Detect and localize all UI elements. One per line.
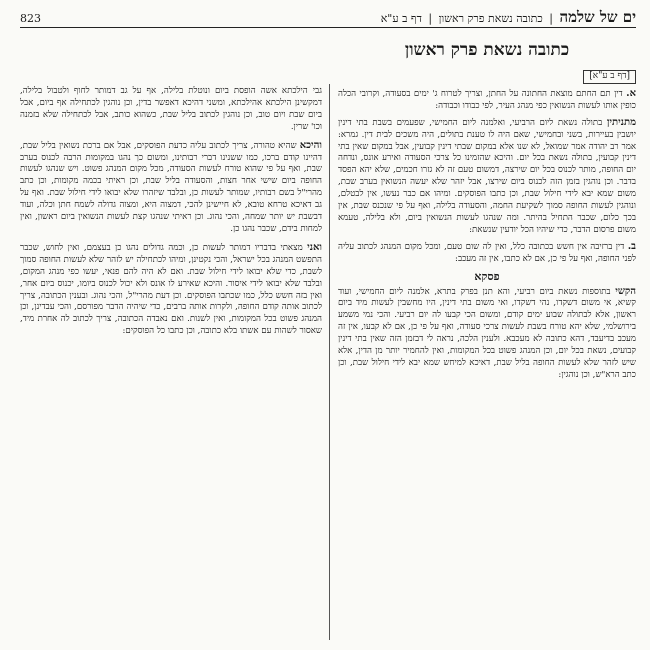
paragraph bbox=[338, 117, 636, 237]
header-text bbox=[381, 8, 636, 27]
paragraph-text: דין ברזיבה אין חשש בכתובה כלל, ואין לה שום טעם, ומכל מקום המנהג לכתוב עליה לפני החופה, ואף על פי כן, אם לא כתבו, אין זה מעכב: bbox=[338, 241, 636, 264]
left-column bbox=[20, 38, 322, 640]
book-title: ים של שלמה bbox=[559, 8, 636, 26]
paragraph bbox=[338, 241, 636, 266]
paragraph-lead: מתניתין bbox=[606, 116, 636, 128]
paragraph bbox=[338, 88, 636, 113]
paragraph-lead: ב. bbox=[627, 240, 636, 252]
column-divider bbox=[329, 84, 330, 640]
page-number: 823 bbox=[20, 12, 41, 25]
paragraph-lead: א. bbox=[626, 87, 636, 99]
paragraph-text: דין תם החתם מוצאת החתונה על החתן, וצריך לטרוח ג' ימים בסעודה, וקרובי הכלה כופין אותו לעשות הנשואין כפי מנהג העיר, לפי כבודו וכבודה: bbox=[338, 88, 636, 111]
paragraph bbox=[20, 140, 322, 236]
paragraph bbox=[338, 286, 636, 382]
paragraph bbox=[20, 86, 322, 134]
paragraph-text: שהיא טהורה, צריך לכתוב עליה כדעת הפוסקים, אבל אם ברכת נשואין בליל שבת, דהיינו קודם ברכו, כמו ששנינו דברי רבותינו, ומשום כך נהגו במקומות הרבה לכנוס בערב שבת, ואף על פי שהוא טורח לעשות הסעודה, מכל מקום המנהג פשוט. ויש שנהגו לעשות החופה ביום שישי אחר חצות, והסעודה בליל שבת, וכן ראיתי בכמה מקומות, וכן כתב מהרי"ל בשם רבותיו, שמותר לעשות כן, ובלבד שיזהרו שלא יבואו לידי חילול שבת. ואף על גב דאיכא טרחא טובא, לא חיישינן להכי, דמצוה היא, ומצוה גדולה לשמח חתן וכלה, ועוד דבשבת יש יותר שמחה, והכי נהוג. וכן ראיתי שנהגו קצת לעשות הנשואין ביום ראשון, ואין למחות בידם, שכבר נהגו כן. bbox=[20, 140, 322, 234]
right-column bbox=[338, 38, 636, 640]
chapter-title: כתובה נשאת פרק ראשון bbox=[404, 40, 570, 60]
paragraph-text: בתוספות נשאת ביום רביעי, והא תנן בפרק בתרא, אלמנה ליום החמישי, ועוד קשיא, אי משום דשקדו, נהי דשקדו, ואי משום בתי דינין, היו מחשבין לעשות מיד ביום ראשון, אלא לבתולה שבוע ימים קודם, ומשום הכי קבעו לה יום רביעי. והכי נמי משמע בירושלמי, שלא יהא טורח בשבת לעשות צרכי סעודה, ואף על פי כן, אם לא קבעו, אין זה מעכב בדיעבד, דהא כתובה לא מעכבא. ולענין הלכה, נראה לי דבזמן הזה שאין בתי דינין קבועים, נשאת בכל יום, וכן המנהג פשוט בכל המקומות, ואין להחמיר יותר מן הדין, אלא שיש לזהר שלא לעשות החופה בליל שבת, דאיכא למיחש שמא יבא לידי חילול שבת, וכן כתב הרא"ש, וכן נוהגין: bbox=[338, 286, 636, 380]
paragraph-text: בתולה נשאת ליום הרביעי, ואלמנה ליום החמישי, שפעמים בשבת בתי דינין יושבין בעיירות, בשני ובחמישי, שאם היה לו טענת בתולים, היה משכים לבית דין. גמרא: אמר רב יהודה אמר שמואל, לא שנו אלא במקום שבתי דינין קבועין, אבל במקום שאין בתי דינין קבועין, בתולה נשאת בכל יום. והיכא שהזמינו כל צרכי הסעודה ואירע אונס, ונדחה יום החופה, מותר לכנוס בכל יום שירצה, דמשום טעם זה לא גזרו חכמים, שלא יהא הפסד בדבר. וכן נוהגין בזמן הזה לכנוס ביום שירצו, אבל יזהר שלא יעשה הנשואין בערב שבת, משום שמא יבא לידי חילול שבת, וכן כתבו הפוסקים. ומיהו אם כבר נעשו, אין לבטלם, ונוהגין לעשות החופה סמוך לשקיעת החמה, והסעודה בלילה, ואף על פי שנכנס שבת, אין בכך כלום, שכבר התחיל בהיתר. ומה שנהגו לעשות הנשואין ביום, ולא בלילה, טעמא משום פרסום הדבר, כדי שיהיו הכל יודעין שנשאת: bbox=[338, 117, 636, 235]
paragraph bbox=[20, 242, 322, 338]
left-column-body bbox=[20, 86, 322, 640]
running-header bbox=[20, 8, 636, 32]
paragraph-lead: הקשי bbox=[615, 285, 636, 297]
header-separator: | bbox=[428, 12, 433, 25]
header-rule bbox=[20, 27, 636, 28]
paragraph-text: מצאתי בדבריו דמותר לעשות כן, וכמה גדולים נהגו כן בעצמם, ואין לחוש, שכבר התפשט המנהג בכל ישראל, והכי נקטינן, ומיהו לכתחילה יש לזהר שלא לעשות החופה סמוך לשבת, כדי שלא יבואו לידי חילול שבת. ואם לא היה להם פנאי, יעשו כפי מנהג המקום, ובלבד שלא יבואו לידי איסור. והיכא שאירע לו אונס ולא יכול לכנוס ביומו, יכנוס ביום אחר, ואין בזה חשש כלל, כמו שכתבו הפוסקים. וכן דעת מהרי"ל, והכי נהוג. ובענין הכתובה, צריך לכתוב אותה קודם החופה, ולקרות אותה ברבים, כדי שיהיה הדבר מפורסם, והכי עבדינן, וכן המנהג פשוט בכל המקומות, ואין לשנות. ואם נאבדה הכתובה, צריך לכתוב לה אחרת מיד, שאסור לשהות עם אשתו בלא כתובה, וכן כתבו כל הפוסקים: bbox=[20, 242, 322, 337]
section-title: פסקא bbox=[474, 269, 500, 283]
paragraph-text: גבי הילכתא אשה הופסת ביום ונוטלת בלילה, אף על גב דמותר לחוף ולטבול בלילה, דמקשינן הילכתא אהילכתא, ומשני דהיכא דאפשר בדין, וכן נוהגין לכתחילה אף ביום, אבל ביום שבת ויום טוב, וכן נוהגין לכתוב בליל שבת, כשהוא כותב, אבל לכתחילה שלא בזמנה וכו' שרין. bbox=[20, 86, 322, 132]
header-separator: | bbox=[549, 12, 553, 25]
header-chapter: כתובה נשאת פרק ראשון bbox=[438, 12, 543, 25]
paragraph-lead: והיכא bbox=[299, 139, 322, 151]
daf-marker: [דף ב ע"א] bbox=[583, 70, 636, 84]
paragraph-lead: ואני bbox=[307, 241, 322, 253]
header-daf: דף ב ע"א bbox=[380, 12, 422, 25]
page bbox=[20, 8, 636, 640]
